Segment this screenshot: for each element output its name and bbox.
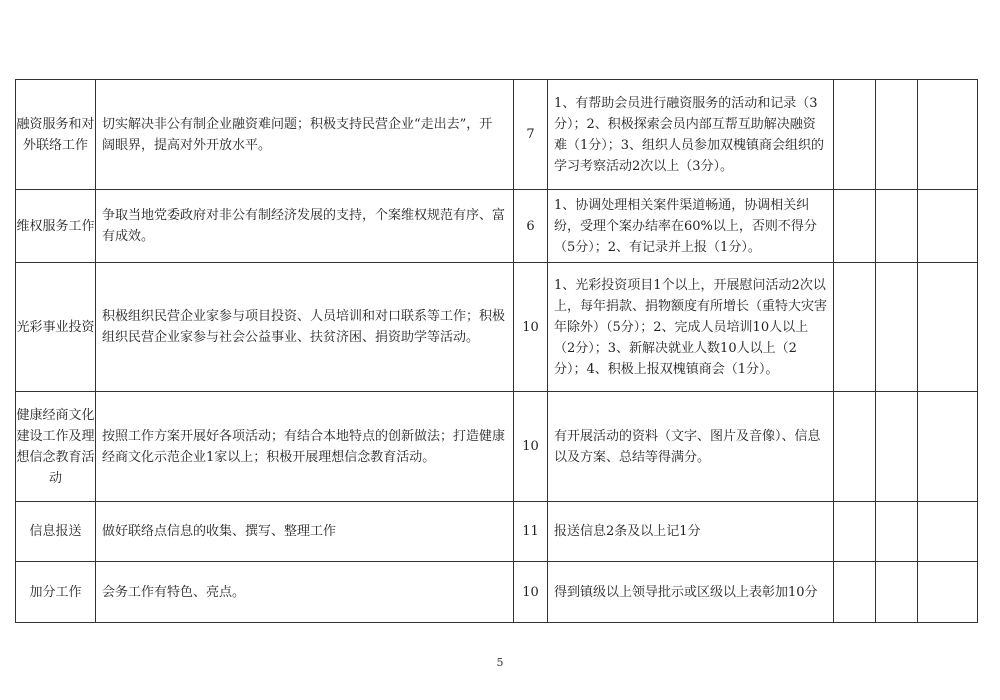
requirement-cell: 积极组织民营企业家参与项目投资、人员培训和对口联系等工作；积极组织民营企业家参与社会公益事业、扶贫济困、捐资助学等活动。 [96,263,514,392]
table-row [16,80,978,190]
blank-cell [834,502,876,562]
score-cell: 7 [514,80,548,190]
criteria-cell: 1、协调处理相关案件渠道畅通，协调相关纠纷，受理个案办结率在60%以上，否则不得分（5分）；2、有记录并上报（1分）。 [548,190,834,263]
table-row [16,562,978,623]
blank-cell [918,190,978,263]
criteria-cell: 有开展活动的资料（文字、图片及音像）、信息以及方案、总结等得满分。 [548,392,834,502]
requirement-cell: 争取当地党委政府对非公有制经济发展的支持，个案维权规范有序、富有成效。 [96,190,514,263]
category-cell: 维权服务工作 [16,190,96,263]
score-cell: 11 [514,502,548,562]
blank-cell [918,392,978,502]
blank-cell [876,190,918,263]
table-row [16,190,978,263]
blank-cell [876,80,918,190]
score-cell: 10 [514,562,548,623]
blank-cell [918,502,978,562]
blank-cell [876,263,918,392]
requirement-cell: 切实解决非公有制企业融资难问题；积极支持民营企业“走出去”，开阔眼界，提高对外开放水平。 [96,80,514,190]
score-cell: 10 [514,392,548,502]
blank-cell [918,263,978,392]
score-cell: 6 [514,190,548,263]
criteria-cell: 得到镇级以上领导批示或区级以上表彰加10分 [548,562,834,623]
blank-cell [876,562,918,623]
criteria-cell: 1、光彩投资项目1个以上，开展慰问活动2次以上，每年捐款、捐物额度有所增长（重特大灾害年除外）（5分）；2、完成人员培训10人以上（2分）；3、新解决就业人数10人以上（2分）；4、积极上报双槐镇商会（1分）。 [548,263,834,392]
category-cell: 健康经商文化建设工作及理想信念教育活动 [16,392,96,502]
category-cell: 光彩事业投资 [16,263,96,392]
category-cell: 加分工作 [16,562,96,623]
category-cell: 融资服务和对外联络工作 [16,80,96,190]
page-number: 5 [496,656,504,669]
blank-cell [876,502,918,562]
category-cell: 信息报送 [16,502,96,562]
score-cell: 10 [514,263,548,392]
blank-cell [834,190,876,263]
blank-cell [834,562,876,623]
blank-cell [918,80,978,190]
blank-cell [834,392,876,502]
table-row [16,502,978,562]
blank-cell [876,392,918,502]
blank-cell [834,80,876,190]
requirement-cell: 做好联络点信息的收集、撰写、整理工作 [96,502,514,562]
criteria-cell: 1、有帮助会员进行融资服务的活动和记录（3分）；2、积极探索会员内部互帮互助解决融资难（1分）；3、组织人员参加双槐镇商会组织的学习考察活动2次以上（3分）。 [548,80,834,190]
requirement-cell: 按照工作方案开展好各项活动；有结合本地特点的创新做法；打造健康经商文化示范企业1家以上；积极开展理想信念教育活动。 [96,392,514,502]
criteria-cell: 报送信息2条及以上记1分 [548,502,834,562]
table-row [16,392,978,502]
blank-cell [918,562,978,623]
blank-cell [834,263,876,392]
assessment-table [15,79,978,623]
table-row [16,263,978,392]
requirement-cell: 会务工作有特色、亮点。 [96,562,514,623]
